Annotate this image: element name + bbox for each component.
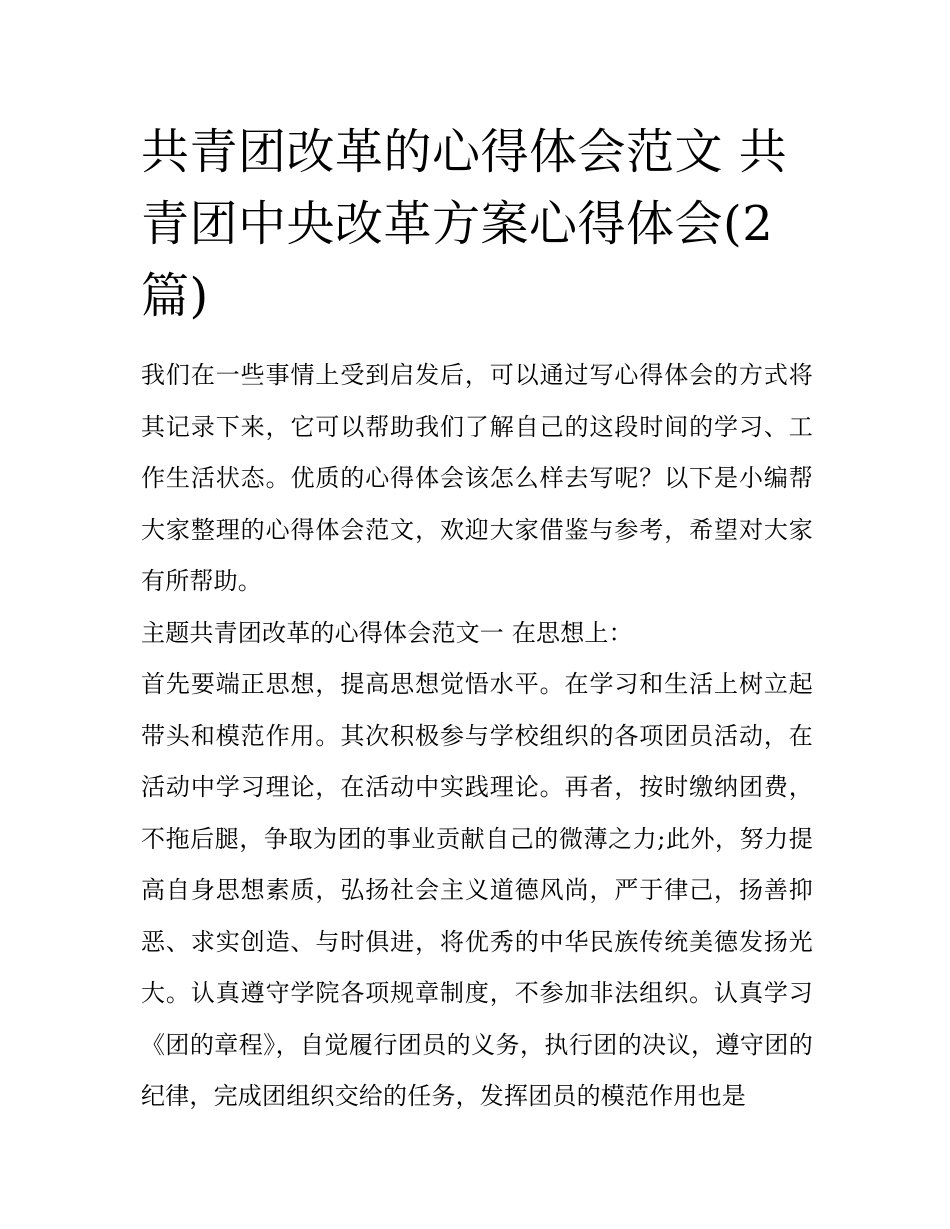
section-heading: 主题共青团改革的心得体会范文一 在思想上：	[141, 618, 633, 647]
body-paragraph: 首先要端正思想，提高思想觉悟水平。在学习和生活上树立起带头和模范作用。其次积极参与学校组织的各项团员活动，在活动中学习理论，在活动中实践理论。再者，按时缴纳团费，不拖后腿，争取为团的事业贡献自己的微薄之力;此外，努力提高自身思想素质，弘扬社会主义道德风尚，严于律己，扬善抑恶、求实创造、与时俱进，将优秀的中华民族传统美德发扬光大。认真遵守学院各项规章制度，不参加非法组织。认真学习《团的章程》，自觉履行团员的义务，执行团的决议，遵守团的纪律，完成团组织交给的任务，发挥团员的模范作用也是	[141, 670, 813, 1110]
intro-paragraph: 我们在一些事情上受到启发后，可以通过写心得体会的方式将其记录下来，它可以帮助我们了解自己的这段时间的学习、工作生活状态。优质的心得体会该怎么样去写呢？以下是小编帮大家整理的心得体会范文，欢迎大家借鉴与参考，希望对大家有所帮助。	[141, 361, 813, 595]
document-body	[141, 350, 813, 1123]
document-title: 共青团改革的心得体会范文 共青团中央改革方案心得体会(2篇)	[141, 124, 788, 324]
document-page	[141, 116, 813, 1123]
